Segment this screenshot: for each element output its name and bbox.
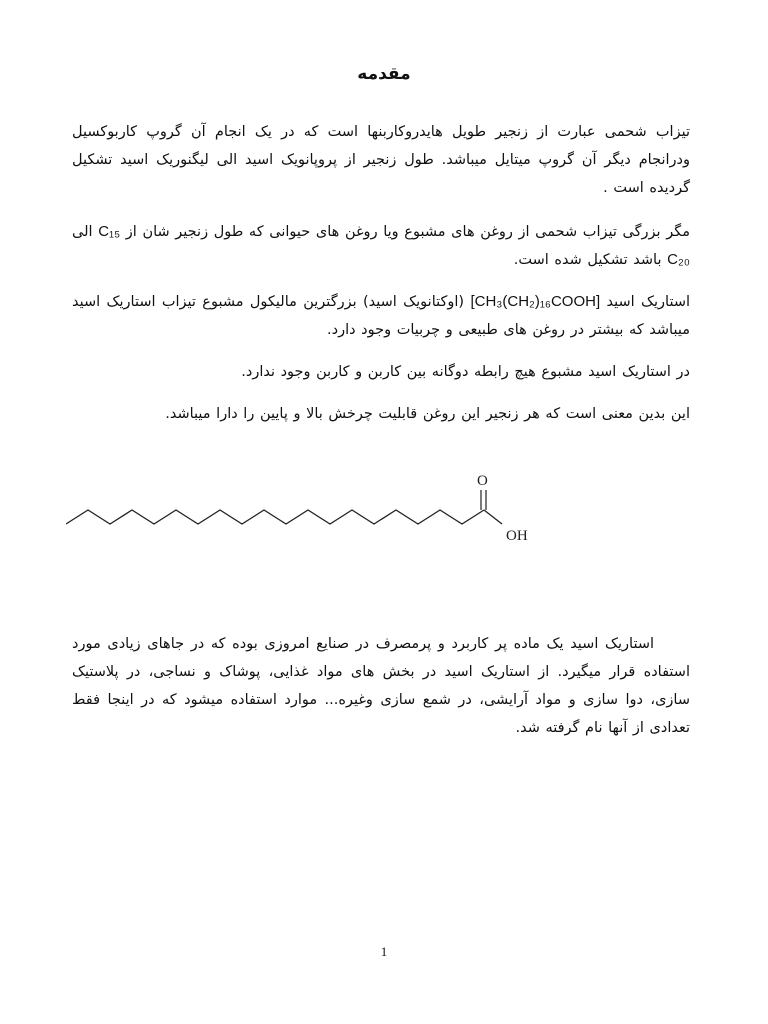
paragraph-applications: استاریک اسید یک ماده پر کاربرد و پرمصرف در صنایع امروزی بوده که در جاهای زیادی مورد استفاده قرار میگیرد. از استاریک اسید در بخش های مواد غذایی، پوشاک و نساجی، در پلاستیک سازی، دوا سازی و مواد آرایشی، در شمع سازی وغیره... موارد استفاده میشود که در اینجا فقط تعدادی از آنها نام گرفته شد. xyxy=(72,636,690,736)
paragraph-text: باشد تشکیل شده است. xyxy=(513,252,668,268)
carbon-c15: C₁₅ xyxy=(98,223,121,240)
paragraph-text: استاریک اسید xyxy=(600,294,690,310)
paragraph-chain-length xyxy=(72,218,690,274)
paragraph-saturated: در استاریک اسید مشبوع هیچ رابطه دوگانه بین کاربن و کاربن وجود ندارد. xyxy=(241,364,690,380)
hydroxyl-bond xyxy=(484,510,502,524)
chemical-formula: [CH₃(CH₂)₁₆COOH] xyxy=(470,293,601,310)
paragraph-text: (اوکتانویک اسید) بزرگترین مالیکول مشبوع تیزاب استاریک اسید میباشد که بیشتر در روغن های طبیعی و چربیات وجود دارد. xyxy=(72,294,690,338)
paragraph-text: مگر بزرگی تیزاب شحمی از روغن های مشبوع ویا روغن های حیوانی که طول زنجیر شان از xyxy=(120,224,690,240)
carbon-c20: C₂₀ xyxy=(667,251,690,268)
stearic-acid-structure xyxy=(66,466,546,556)
oxygen-label: O xyxy=(477,473,488,489)
paragraph-definition: تیزاب شحمی عبارت از زنجیر طویل هایدروکاربنها است که در یک انجام آن گروپ کاربوکسیل ودرانجام دیگر آن گروپ میتایل میباشد. طول زنجیر از پروپانویک اسید الی لیگنوریک اسید تشکیل گردیده است . xyxy=(72,124,690,196)
paragraph-stearic-acid xyxy=(72,288,690,344)
paragraph-text: الی xyxy=(72,224,99,240)
page-title: مقدمه xyxy=(357,64,411,84)
carbon-chain xyxy=(66,510,484,524)
page-number: 1 xyxy=(380,944,388,959)
paragraph-rotation: این بدین معنی است که هر زنجیر این روغن قابلیت چرخش بالا و پایین را دارا میباشد. xyxy=(165,406,690,422)
hydroxyl-label: OH xyxy=(506,528,528,544)
